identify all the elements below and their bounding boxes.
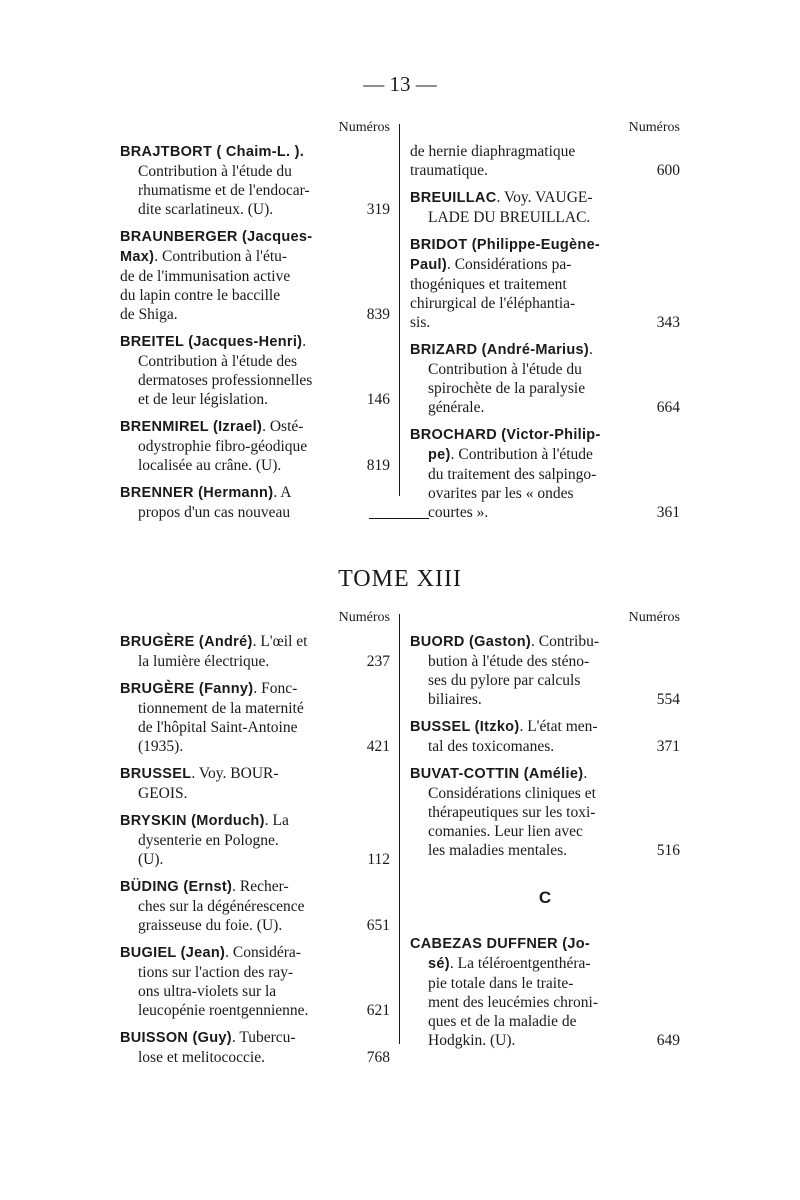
- entry-body: dysenterie en Pologne.: [138, 832, 279, 849]
- entry-line: [120, 483, 390, 503]
- entry-line: [120, 142, 390, 162]
- entry-text: [410, 161, 488, 180]
- entry-text: [428, 1012, 576, 1031]
- entry-line: [410, 398, 680, 417]
- entry-text: [410, 235, 600, 255]
- entry-headword: pe): [428, 447, 451, 463]
- entry-text: [138, 982, 276, 1001]
- thesis-number: 600: [656, 162, 680, 179]
- entry-text: [428, 993, 598, 1012]
- entry-text: [428, 503, 488, 522]
- entry-line: [410, 934, 680, 954]
- entry-headword: BUGIEL (Jean): [120, 945, 226, 961]
- entry-text: [120, 811, 289, 831]
- entry-text: [138, 718, 298, 737]
- entry-headword: BREITEL (Jacques-Henri): [120, 334, 303, 350]
- entry-line: [120, 811, 390, 831]
- entry-line: [120, 982, 390, 1001]
- entry-text: [120, 227, 312, 247]
- entry-line: [410, 764, 680, 784]
- entry-headword: BRYSKIN (Morduch): [120, 813, 265, 829]
- entry-text: [410, 188, 593, 208]
- entry-headword: BUVAT-COTTIN (Amélie): [410, 766, 584, 782]
- entry-text: [138, 916, 282, 935]
- entry-text: [120, 877, 289, 897]
- entry-line: [410, 503, 680, 522]
- entry-text: [138, 162, 292, 181]
- entry-body: thérapeutiques sur les toxi-: [428, 804, 596, 821]
- entry-text: [428, 445, 593, 465]
- thesis-number: 237: [366, 653, 390, 670]
- entry-headword: BRIZARD (André-Marius): [410, 342, 589, 358]
- entry-headword: Max): [120, 249, 155, 265]
- thesis-number: 516: [656, 842, 680, 859]
- entry-line: [120, 247, 390, 267]
- entry-body: .: [302, 333, 307, 350]
- entry-text: [428, 974, 573, 993]
- entry-text: [138, 784, 188, 803]
- entry-line: [120, 503, 390, 522]
- entry-body: tionnement de la maternité: [138, 700, 304, 717]
- entry-body: générale.: [428, 399, 485, 416]
- entry-body: comanies. Leur lien avec: [428, 823, 583, 840]
- entry-headword: BUSSEL (Itzko): [410, 719, 520, 735]
- entry-line: [410, 954, 680, 974]
- entry-body: . Fonc-: [253, 680, 298, 697]
- entry-line: [410, 690, 680, 709]
- entry-line: [120, 679, 390, 699]
- entry-line: [120, 897, 390, 916]
- entry-line: [410, 737, 680, 756]
- entry-text: [120, 483, 291, 503]
- entry-text: [428, 784, 596, 803]
- entry-body: Contribution à l'étude des: [138, 353, 298, 370]
- entry-body: tions sur l'action des ray-: [138, 964, 294, 981]
- entry-text: [120, 247, 287, 267]
- section-letter: C: [538, 888, 552, 907]
- entry-body: . L'œil et: [252, 633, 308, 650]
- entry-body: . Recher-: [232, 878, 289, 895]
- entry-line: [410, 235, 680, 255]
- index-entry: [120, 877, 390, 935]
- entry-line: [120, 632, 390, 652]
- upper-left-column: [120, 120, 390, 530]
- entry-line: [410, 161, 680, 180]
- entry-text: [410, 764, 587, 784]
- entry-body: du lapin contre le baccille: [120, 287, 281, 304]
- entry-text: [428, 484, 574, 503]
- entry-line: [120, 699, 390, 718]
- entry-body: . Voy. VAUGE-: [496, 189, 593, 206]
- index-entry: [120, 483, 390, 522]
- index-entry: [120, 679, 390, 756]
- entry-text: [138, 1048, 265, 1067]
- entry-line: [120, 1028, 390, 1048]
- entry-text: [138, 352, 297, 371]
- entry-line: [410, 360, 680, 379]
- entry-line: [120, 718, 390, 737]
- thesis-number: 361: [656, 504, 680, 521]
- index-entry: [410, 632, 680, 709]
- entry-body: . Tubercu-: [231, 1029, 296, 1046]
- entry-headword: CABEZAS DUFFNER (Jo-: [410, 936, 590, 952]
- entry-body: Contribution à l'étude du: [428, 361, 582, 378]
- entry-line: [410, 841, 680, 860]
- entry-body: traumatique.: [410, 162, 488, 179]
- entry-text: [410, 934, 590, 954]
- entry-body: GEOIS.: [138, 785, 188, 802]
- numeros-header: Numéros: [628, 120, 680, 135]
- entry-headword: BRUGÈRE (Fanny): [120, 681, 254, 697]
- entry-text: [120, 417, 303, 437]
- entry-line: [120, 877, 390, 897]
- entry-headword: BUISSON (Guy): [120, 1030, 232, 1046]
- entry-text: [138, 831, 279, 850]
- entry-text: [138, 652, 269, 671]
- entry-body: .: [589, 341, 593, 358]
- entry-text: [410, 275, 567, 294]
- entry-body: biliaires.: [428, 691, 482, 708]
- thesis-number: 343: [656, 314, 680, 331]
- entry-headword: BREUILLAC: [410, 190, 497, 206]
- entry-line: [410, 255, 680, 275]
- entry-body: spirochète de la paralysie: [428, 380, 586, 397]
- entry-line: [120, 305, 390, 324]
- entry-body: .: [583, 765, 588, 782]
- entry-body: lose et melitococcie.: [138, 1049, 265, 1066]
- entry-body: propos d'un cas nouveau: [138, 504, 291, 521]
- entry-body: ovarites par les « ondes: [428, 485, 574, 502]
- entry-line: [410, 275, 680, 294]
- entry-headword: BUORD (Gaston): [410, 634, 531, 650]
- numeros-header: Numéros: [628, 610, 680, 625]
- entry-line: [410, 652, 680, 671]
- entry-text: [138, 699, 304, 718]
- entry-text: [428, 671, 580, 690]
- entry-body: courtes ».: [428, 504, 489, 521]
- page-number: — 13 —: [363, 72, 437, 96]
- entry-headword: BRENNER (Hermann): [120, 485, 274, 501]
- entry-body: ment des leucémies chroni-: [428, 994, 599, 1011]
- entry-line: [120, 456, 390, 475]
- thesis-number: 554: [656, 691, 680, 708]
- entry-text: [428, 841, 567, 860]
- entry-body: dite scarlatineux. (U).: [138, 201, 274, 218]
- entry-headword: sé): [428, 956, 450, 972]
- entry-headword: BRUSSEL: [120, 766, 192, 782]
- entry-body: tal des toxicomanes.: [428, 738, 555, 755]
- entry-text: [120, 142, 304, 162]
- numeros-header: Numéros: [338, 610, 390, 625]
- entry-line: [410, 484, 680, 503]
- upper-right-column: [410, 120, 680, 530]
- entry-text: [138, 181, 310, 200]
- entry-text: [120, 1028, 296, 1048]
- entry-body: pie totale dans le traite-: [428, 975, 574, 992]
- entry-text: [138, 1001, 308, 1020]
- thesis-number: 146: [366, 391, 390, 408]
- entry-body: . La téléroentgenthéra-: [449, 955, 591, 972]
- entry-text: [138, 737, 183, 756]
- thesis-number: 421: [366, 738, 390, 755]
- entry-text: [138, 200, 273, 219]
- entry-line: [410, 632, 680, 652]
- entry-body: de l'hôpital Saint-Antoine: [138, 719, 298, 736]
- index-entry: [120, 227, 390, 324]
- entry-text: [428, 360, 582, 379]
- lower-right-column: [410, 610, 680, 1058]
- entry-body: . L'état men-: [519, 718, 598, 735]
- entry-line: [410, 142, 680, 161]
- section-divider: [369, 518, 429, 519]
- entry-line: [120, 181, 390, 200]
- entry-body: odystrophie fibro-géodique: [138, 438, 308, 455]
- entry-line: [410, 208, 680, 227]
- entry-line: [410, 1031, 680, 1050]
- entry-headword: BRENMIREL (Izrael): [120, 419, 263, 435]
- entry-line: [410, 445, 680, 465]
- index-entry: [410, 235, 680, 332]
- entry-line: [120, 417, 390, 437]
- entry-line: [120, 652, 390, 671]
- entry-line: [120, 371, 390, 390]
- tome-title: TOME XIII: [338, 566, 462, 592]
- entry-text: [138, 437, 307, 456]
- entry-text: [138, 371, 312, 390]
- index-entry: [120, 764, 390, 803]
- entry-body: rhumatisme et de l'endocar-: [138, 182, 310, 199]
- entry-headword: BRAUNBERGER (Jacques-: [120, 229, 313, 245]
- entry-text: [428, 208, 590, 227]
- thesis-number: 819: [366, 457, 390, 474]
- thesis-number: 651: [366, 917, 390, 934]
- index-entry: [120, 943, 390, 1020]
- entry-line: [120, 332, 390, 352]
- entry-text: [120, 305, 178, 324]
- entry-line: [120, 916, 390, 935]
- entry-body: Considérations cliniques et: [428, 785, 596, 802]
- entry-line: [120, 437, 390, 456]
- entry-text: [138, 390, 268, 409]
- index-entry: [120, 811, 390, 869]
- entry-line: [410, 717, 680, 737]
- index-entry: [120, 332, 390, 409]
- entry-body: ( Chaim-L. ).: [212, 144, 305, 160]
- thesis-number: 621: [366, 1002, 390, 1019]
- entry-line: [410, 993, 680, 1012]
- entry-headword: Paul): [410, 257, 447, 273]
- entry-line: [410, 671, 680, 690]
- entry-text: [410, 425, 601, 445]
- index-entry: [410, 188, 680, 227]
- entry-text: [428, 652, 589, 671]
- entry-text: [120, 679, 297, 699]
- entry-body: chirurgical de l'éléphantia-: [410, 295, 576, 312]
- index-entry: [120, 1028, 390, 1067]
- entry-line: [410, 974, 680, 993]
- entry-line: [120, 1048, 390, 1067]
- entry-line: [410, 340, 680, 360]
- entry-body: de Shiga.: [120, 306, 178, 323]
- entry-text: [120, 286, 280, 305]
- index-entry: [410, 425, 680, 522]
- entry-text: [138, 897, 305, 916]
- entry-line: [120, 850, 390, 869]
- entry-body: Hodgkin. (U).: [428, 1032, 516, 1049]
- entry-line: [410, 379, 680, 398]
- entry-body: . Osté-: [262, 418, 304, 435]
- index-entry: [120, 417, 390, 475]
- entry-text: [428, 737, 554, 756]
- entry-body: leucopénie roentgennienne.: [138, 1002, 309, 1019]
- entry-text: [138, 850, 163, 869]
- entry-body: . Contribu-: [531, 633, 600, 650]
- thesis-number: 768: [366, 1049, 390, 1066]
- entry-line: [120, 200, 390, 219]
- entry-body: sis.: [410, 314, 431, 331]
- entry-headword: BÜDING (Ernst): [120, 879, 233, 895]
- entry-body: thogéniques et traitement: [410, 276, 567, 293]
- entry-body: . La: [264, 812, 289, 829]
- entry-body: bution à l'étude des sténo-: [428, 653, 590, 670]
- entry-body: . Considéra-: [225, 944, 301, 961]
- entry-text: [410, 340, 593, 360]
- entry-body: . Voy. BOUR-: [191, 765, 279, 782]
- entry-body: graisseuse du foie. (U).: [138, 917, 283, 934]
- entry-line: [120, 831, 390, 850]
- entry-line: [410, 784, 680, 803]
- thesis-number: 319: [366, 201, 390, 218]
- entry-body: Contribution à l'étude du: [138, 163, 292, 180]
- index-entry: [410, 142, 680, 180]
- entry-body: de hernie diaphragmatique: [410, 143, 576, 160]
- entry-body: ons ultra-violets sur la: [138, 983, 277, 1000]
- entry-body: . Considérations pa-: [446, 256, 572, 273]
- entry-headword: BRUGÈRE (André): [120, 634, 253, 650]
- entry-body: (1935).: [138, 738, 184, 755]
- entry-text: [410, 294, 575, 313]
- thesis-number: 371: [656, 738, 680, 755]
- entry-line: [410, 803, 680, 822]
- entry-text: [428, 690, 482, 709]
- entry-line: [410, 425, 680, 445]
- lower-left-column: [120, 610, 390, 1075]
- entry-body: ques et de la maladie de: [428, 1013, 577, 1030]
- entry-body: . A: [273, 484, 292, 501]
- entry-line: [120, 267, 390, 286]
- entry-body: ches sur la dégénérescence: [138, 898, 305, 915]
- entry-text: [120, 764, 279, 784]
- entry-headword: BRAJTBORT: [120, 144, 213, 160]
- entry-line: [120, 227, 390, 247]
- entry-body: ses du pylore par calculs: [428, 672, 581, 689]
- entry-text: [120, 267, 290, 286]
- entry-body: LADE DU BREUILLAC.: [428, 209, 591, 226]
- numeros-header: Numéros: [338, 120, 390, 135]
- entry-text: [138, 456, 281, 475]
- entry-text: [410, 717, 598, 737]
- entry-text: [138, 963, 293, 982]
- entry-body: la lumière électrique.: [138, 653, 270, 670]
- thesis-number: 649: [656, 1032, 680, 1049]
- column-rule: [399, 614, 400, 1044]
- column-rule: [399, 124, 400, 496]
- entry-text: [428, 954, 591, 974]
- entry-text: [428, 379, 585, 398]
- entry-text: [410, 632, 599, 652]
- entry-line: [410, 1012, 680, 1031]
- entry-text: [428, 398, 484, 417]
- entry-line: [120, 764, 390, 784]
- entry-body: de de l'immunisation active: [120, 268, 291, 285]
- entry-body: dermatoses professionnelles: [138, 372, 313, 389]
- entry-body: les maladies mentales.: [428, 842, 568, 859]
- entry-text: [120, 632, 307, 652]
- entry-line: [120, 943, 390, 963]
- thesis-number: 839: [366, 306, 390, 323]
- entry-line: [120, 737, 390, 756]
- index-entry: [410, 717, 680, 756]
- index-entry: [410, 764, 680, 860]
- entry-text: [410, 313, 430, 332]
- entry-body: localisée au crâne. (U).: [138, 457, 282, 474]
- entry-line: [120, 784, 390, 803]
- entry-text: [410, 255, 571, 275]
- entry-body: et de leur législation.: [138, 391, 268, 408]
- entry-line: [120, 390, 390, 409]
- entry-text: [120, 943, 301, 963]
- entry-line: [120, 162, 390, 181]
- entry-body: . Contribution à l'étu-: [154, 248, 288, 265]
- thesis-number: 112: [367, 851, 390, 868]
- index-entry: [410, 934, 680, 1050]
- entry-line: [120, 352, 390, 371]
- entry-body: . Contribution à l'étude: [450, 446, 593, 463]
- entry-body: (U).: [138, 851, 164, 868]
- entry-headword: BROCHARD (Victor-Philip-: [410, 427, 601, 443]
- entry-line: [410, 313, 680, 332]
- entry-text: [138, 503, 290, 522]
- thesis-number: 664: [656, 399, 680, 416]
- entry-line: [120, 286, 390, 305]
- index-entry: [120, 632, 390, 671]
- entry-text: [120, 332, 306, 352]
- entry-body: du traitement des salpingo-: [428, 466, 597, 483]
- entry-line: [120, 1001, 390, 1020]
- entry-text: [428, 822, 583, 841]
- entry-text: [428, 1031, 515, 1050]
- entry-headword: BRIDOT (Philippe-Eugène-: [410, 237, 601, 253]
- entry-line: [410, 822, 680, 841]
- entry-line: [410, 188, 680, 208]
- entry-line: [120, 963, 390, 982]
- entry-line: [410, 294, 680, 313]
- entry-line: [410, 465, 680, 484]
- index-entry: [410, 340, 680, 417]
- entry-text: [428, 465, 596, 484]
- entry-text: [410, 142, 575, 161]
- entry-text: [428, 803, 595, 822]
- index-entry: [120, 142, 390, 219]
